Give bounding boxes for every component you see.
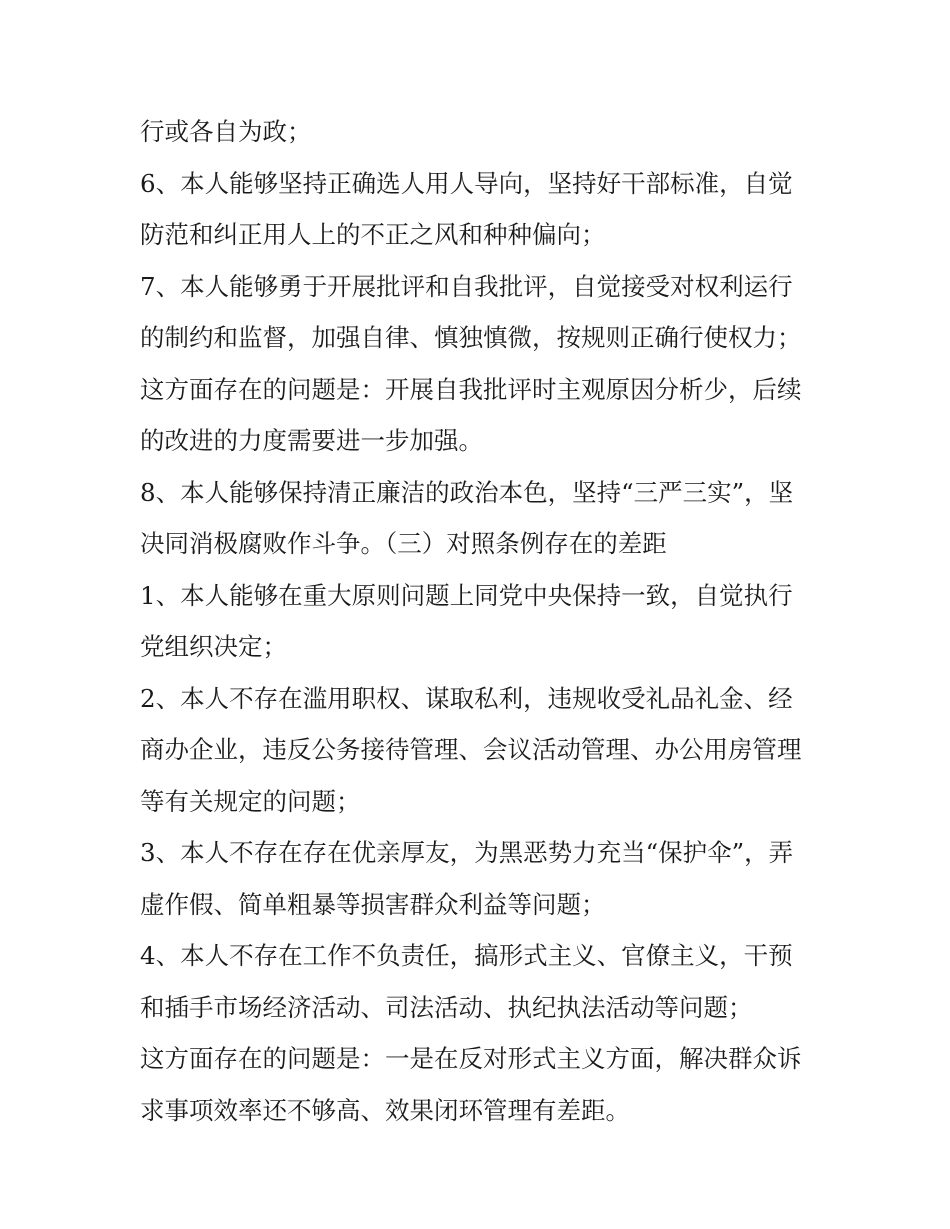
text-line: 的制约和监督，加强自律、慎独慎微，按规则正确行使权力； [140, 323, 802, 352]
text-line: 3、本人不存在存在优亲厚友，为黑恶势力充当“保护伞”，弄 [140, 838, 794, 867]
text-line: 的改进的力度需要进一步加强。 [140, 426, 483, 455]
text-line: 这方面存在的问题是：一是在反对形式主义方面，解决群众诉 [140, 1044, 802, 1073]
text-line: 1、本人能够在重大原则问题上同党中央保持一致，自觉执行 [140, 580, 793, 610]
text-line: 商办企业，违反公务接待管理、会议活动管理、办公用房管理 [140, 735, 802, 764]
text-line: 防范和纠正用人上的不正之风和种种偏向； [140, 220, 606, 249]
text-line: 虚作假、简单粗暴等损害群众利益等问题； [140, 889, 606, 919]
text-line: 行或各自为政； [140, 117, 312, 146]
text-line: 等有关规定的问题； [140, 786, 361, 816]
text-line: 决同消极腐败作斗争。（三）对照条例存在的差距 [140, 529, 667, 558]
text-line: 和插手市场经济活动、司法活动、执纪执法活动等问题； [140, 992, 753, 1022]
text-line: 8、本人能够保持清正廉洁的政治本色，坚持“三严三实”，坚 [140, 477, 794, 507]
text-line: 这方面存在的问题是：开展自我批评时主观原因分析少，后续 [140, 374, 802, 404]
text-line: 求事项效率还不够高、效果闭环管理有差距。 [140, 1095, 630, 1125]
text-line: 4、本人不存在工作不负责任，搞形式主义、官僚主义，干预 [140, 941, 793, 970]
document-body [140, 106, 820, 1136]
text-line: 6、本人能够坚持正确选人用人导向，坚持好干部标准，自觉 [140, 168, 793, 198]
text-line: 党组织决定； [140, 632, 287, 661]
text-line: 2、本人不存在滥用职权、谋取私利，违规收受礼品礼金、经 [140, 683, 793, 713]
text-line: 7、本人能够勇于开展批评和自我批评，自觉接受对权利运行 [140, 271, 793, 301]
